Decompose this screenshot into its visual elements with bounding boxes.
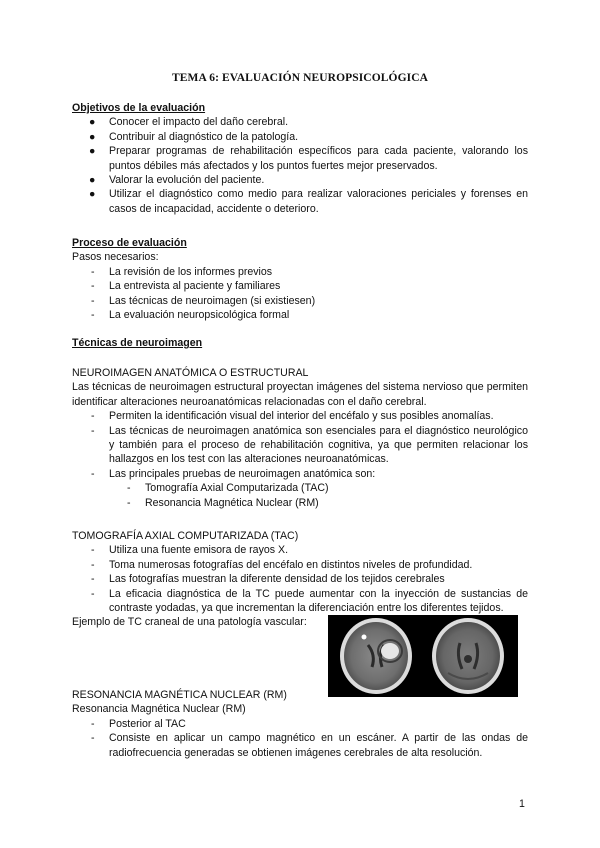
bullet-icon: ● — [89, 174, 96, 187]
proceso-heading: Proceso de evaluación — [72, 237, 187, 249]
lesion-hyperdense — [381, 643, 399, 659]
proceso-item: - La revisión de los informes previos — [91, 265, 273, 278]
rm-item: - Consiste en aplicar un campo magnético en un escáner. A partir de las ondas de radiofrecuencia generadas se obtienen imágenes cerebrales de alta resolución. — [91, 732, 528, 759]
estructural-subitem: - Resonancia Magnética Nuclear (RM) — [127, 496, 319, 509]
rm-heading: RESONANCIA MAGNÉTICA NUCLEAR (RM) — [72, 689, 287, 701]
proceso-section — [72, 236, 528, 322]
objetivos-item: ● Preparar programas de rehabilitación específicos para cada paciente, valorando los puntos débiles más afectados y los puntos fuertes mejor preservados. — [89, 145, 528, 172]
bullet-icon: ● — [89, 130, 96, 143]
brain-left — [344, 622, 408, 690]
objetivos-section — [72, 101, 528, 216]
proceso-item: - La entrevista al paciente y familiares — [91, 280, 281, 293]
ct-scan-graphic — [328, 615, 518, 697]
objetivos-item: ● Utilizar el diagnóstico como medio para realizar valoraciones periciales y forenses en casos de incapacidad, accidente o deterioro. — [89, 188, 528, 215]
bullet-icon: ● — [89, 188, 96, 201]
objetivos-heading: Objetivos de la evaluación — [72, 102, 206, 114]
tac-section — [72, 529, 528, 683]
rm-subheading: Resonancia Magnética Nuclear (RM) — [72, 703, 246, 716]
proceso-intro: Pasos necesarios: — [72, 251, 159, 264]
tecnicas-heading: Técnicas de neuroimagen — [72, 337, 203, 349]
objetivos-item: ● Valorar la evolución del paciente. — [89, 174, 265, 187]
tac-item: - Utiliza una fuente emisora de rayos X. — [91, 544, 289, 557]
proceso-item: - La evaluación neuropsicológica formal — [91, 309, 290, 322]
document-title: TEMA 6: EVALUACIÓN NEUROPSICOLÓGICA — [172, 72, 428, 84]
tac-item: - Las fotografías muestran la diferente densidad de los tejidos cerebrales — [91, 573, 445, 586]
tac-example-caption: Ejemplo de TC craneal de una patología vascular: — [72, 616, 307, 629]
ct-scan-image — [328, 615, 518, 697]
estructural-section — [72, 366, 528, 510]
tac-item: - Toma numerosas fotografías del encéfalo en distintos niveles de profundidad. — [91, 558, 473, 571]
estructural-item: - Las principales pruebas de neuroimagen anatómica son: — [91, 467, 376, 480]
rm-item: - Posterior al TAC — [91, 717, 186, 730]
rm-section — [72, 688, 528, 760]
proceso-item: - Las técnicas de neuroimagen (si existiesen) — [91, 294, 316, 307]
estructural-item: - Permiten la identificación visual del interior del encéfalo y sus posibles anomalías. — [91, 410, 494, 423]
bullet-icon: ● — [89, 145, 96, 158]
estructural-heading: NEUROIMAGEN ANATÓMICA O ESTRUCTURAL — [72, 367, 309, 379]
bullet-icon: ● — [89, 116, 96, 129]
tac-item: - La eficacia diagnóstica de la TC puede aumentar con la inyección de sustancias de contraste yodadas, ya que incrementan la diferenciación entre los diferentes tejidos. — [91, 587, 528, 615]
tecnicas-section — [72, 336, 528, 350]
objetivos-item: ● Contribuir al diagnóstico de la patología. — [89, 130, 299, 143]
tac-example — [72, 615, 528, 683]
tac-heading: TOMOGRAFÍA AXIAL COMPUTARIZADA (TAC) — [72, 530, 299, 542]
estructural-intro: Las técnicas de neuroimagen estructural proyectan imágenes del sistema nervioso que permiten identificar alteraciones neuroanatómicas relacionadas con el daño cerebral. — [72, 381, 528, 408]
page-number: 1 — [519, 798, 525, 810]
estructural-subitem: - Tomografía Axial Computarizada (TAC) — [127, 482, 329, 495]
estructural-item: - Las técnicas de neuroimagen anatómica son esenciales para el diagnóstico neurológico y también para el proceso de rehabilitación cognitiva, ya que permiten relacionar los hallazgos en los test con las alteraciones neuroanatómicas. — [91, 424, 528, 466]
objetivos-item: ● Conocer el impacto del daño cerebral. — [89, 116, 289, 129]
